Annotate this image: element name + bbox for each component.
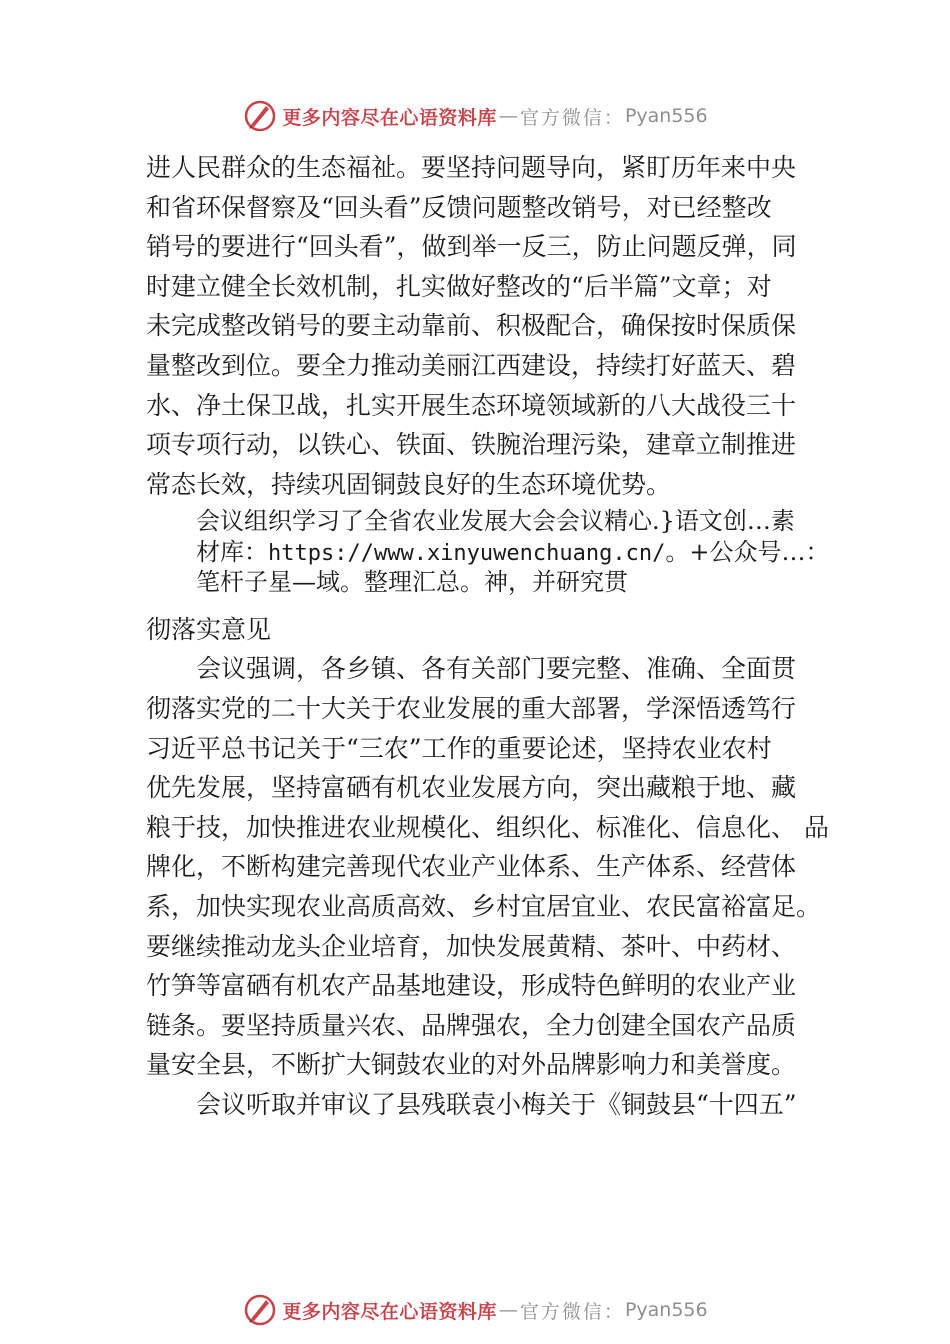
text-line: 系，加快实现农业高质高效、乡村宜居宜业、农民富裕富足。 xyxy=(146,892,822,921)
promo-line: 笔杆子星—域。整理汇总。神，并研究贯 xyxy=(196,568,628,597)
paragraph-ecology xyxy=(146,148,816,504)
promo-line xyxy=(146,537,830,568)
text-line: 未完成整改销号的要主动靠前、积极配合，确保按时保质保 xyxy=(146,311,797,341)
promo-url: https://www.xinyuwenchuang.cn/ xyxy=(268,540,666,566)
promo-line: 会议组织学习了全省农业发展大会会议精心.}语文创…素 xyxy=(196,507,795,536)
text-line: 彻落实意见 xyxy=(146,614,272,644)
paragraph-agriculture xyxy=(146,649,829,1085)
promo-prefix: 材库： xyxy=(196,537,268,566)
text-line: 牌化，不断构建完善现代农业产业体系、生产体系、经营体 xyxy=(146,852,797,882)
text-line: 进人民群众的生态福祉。要坚持问题导向，紧盯历年来中央 xyxy=(146,153,797,182)
text-line: 常态长效，持续巩固铜鼓良好的生态环境优势。 xyxy=(146,469,672,499)
text-line: 要继续推动龙头企业培育，加快发展黄精、茶叶、中药材、 xyxy=(146,931,797,961)
quill-pen-circle-icon xyxy=(242,98,278,134)
watermark-separator: — xyxy=(498,105,518,127)
watermark-wechat-label: 官方微信： xyxy=(519,106,625,129)
text-line: 销号的要进行“回头看”，做到举一反三，防止问题反弹，同 xyxy=(146,232,797,262)
quill-pen-circle-icon xyxy=(242,1292,278,1328)
header-watermark xyxy=(0,96,950,136)
text-line: 时建立健全长效机制，扎实做好整改的“后半篇”文章；对 xyxy=(146,271,772,301)
footer-watermark xyxy=(0,1290,950,1330)
promo-suffix: 。+公众号…： xyxy=(665,537,830,566)
text-line: 彻落实党的二十大关于农业发展的重大部署，学深悟透笃行 xyxy=(146,694,797,724)
text-line: 量整改到位。要全力推动美丽江西建设，持续打好蓝天、碧 xyxy=(146,350,797,380)
watermark-text: 更多内容尽在心语资料库 xyxy=(282,106,497,129)
text-line: 水、净土保卫战，扎实开展生态环境领域新的八大战役三十 xyxy=(146,390,797,420)
text-line: 和省环保督察及“回头看”反馈问题整改销号，对已经整改 xyxy=(146,192,772,222)
text-line: 优先发展，坚持富硒有机农业发展方向，突出藏粮于地、藏 xyxy=(146,773,797,803)
text-line: 项专项行动，以铁心、铁面、铁腕治理污染，建章立制推进 xyxy=(146,430,797,460)
watermark-wechat-id: Pyan556 xyxy=(624,105,708,127)
watermark-separator: — xyxy=(498,1299,518,1321)
text-line: 量安全县，不断扩大铜鼓农业的对外品牌影响力和美誉度。 xyxy=(146,1050,797,1080)
text-line: 会议听取并审议了县残联袁小梅关于《铜鼓县“十四五” xyxy=(196,1089,797,1119)
inserted-promo-block xyxy=(146,506,830,598)
text-line: 链条。要坚持质量兴农、品牌强农，全力创建全国农产品质 xyxy=(146,1010,797,1040)
watermark-wechat-id: Pyan556 xyxy=(624,1299,708,1321)
watermark-wechat-label: 官方微信： xyxy=(519,1300,625,1323)
document-body xyxy=(146,148,830,1125)
watermark-text: 更多内容尽在心语资料库 xyxy=(282,1300,497,1323)
text-line: 习近平总书记关于“三农”工作的重要论述，坚持农业农村 xyxy=(146,733,772,763)
text-line: 会议强调，各乡镇、各有关部门要完整、准确、全面贯 xyxy=(196,654,797,684)
text-line: 粮于技，加快推进农业规模化、组织化、标准化、信息化、 品 xyxy=(146,812,829,842)
text-line: 竹笋等富硒有机农产品基地建设，形成特色鲜明的农业产业 xyxy=(146,971,797,1001)
